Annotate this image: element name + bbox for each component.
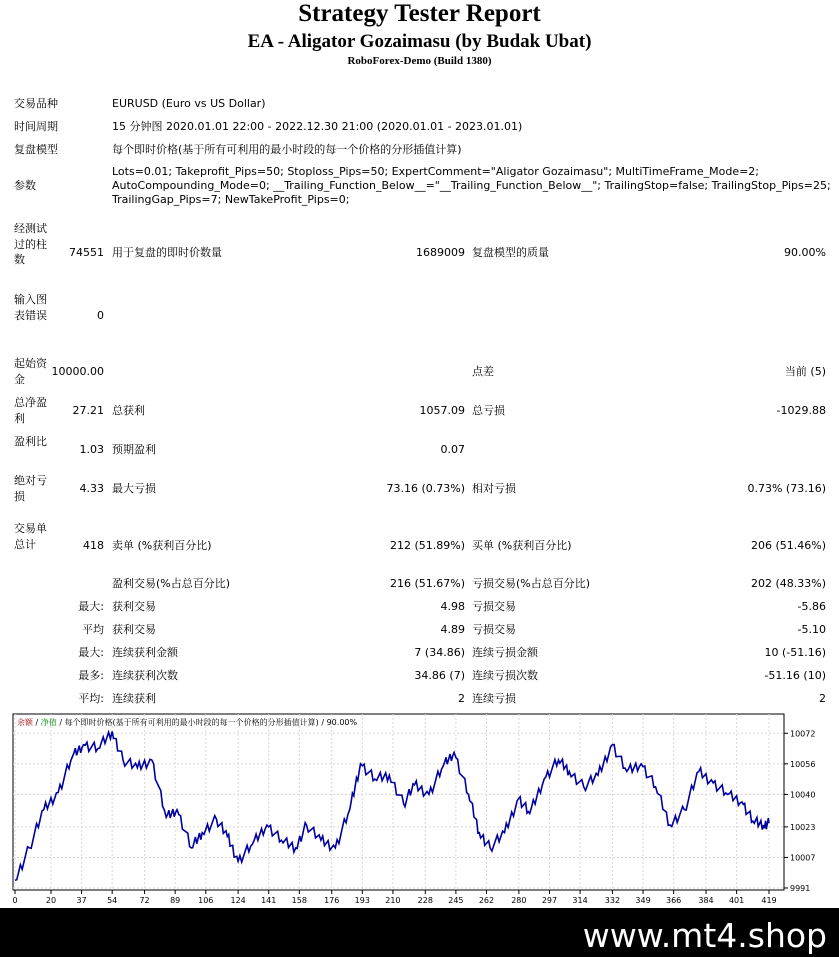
gross-profit-value: 1057.09 [419,404,465,417]
x-tick-label: 228 [417,896,433,905]
ticks-label: 用于复盘的即时价数量 [112,246,222,259]
model-value: 每个即时价格(基于所有可利用的最小时段的每一个价格的分形插值计算) [112,143,462,156]
mismatch-label: 输入图表错误 [14,293,47,322]
x-tick-label: 193 [354,896,370,905]
x-axis [12,890,776,905]
expected-payoff-value: 0.07 [440,443,465,456]
expected-payoff-label: 预期盈利 [112,443,156,456]
watermark-text: www.mt4.shop [582,916,827,955]
gross-loss-label: 总亏损 [472,404,505,417]
legend-model: 每个即时价格(基于所有可利用的最小时段的每一个价格的分形插值计算) [64,718,319,727]
total-trades-label: 交易单总计 [14,522,47,551]
params-value: Lots=0.01; Takeprofit_Pips=50; Stoploss_Pips=50; ExpertComment="Aligator Gozaimasu"; MultiTimeFrame_Mode=2; AutoCompounding_Mode=0; __Trailing_Function_Below__="__Trailing_Function_Below__"; TrailingStop=false; TrailingStop_Pips=25; TrailingGap_Pips=7; NewTakeProfit_Pips=0; [112,165,831,206]
most-consecutive-wins-value: 34.86 (7) [414,669,465,682]
server-build: RoboForex-Demo (Build 1380) [347,55,492,67]
x-tick-label: 141 [261,896,277,905]
loss-trades-value: 202 (48.33%) [750,577,826,590]
y-tick-label: 10040 [790,790,816,800]
total-trades-value: 418 [83,539,104,552]
average-consecutive-losses-value: 2 [819,692,826,705]
x-tick-label: 384 [698,896,714,905]
average-profit-value: 4.89 [440,623,465,636]
average-consecutive-label: 平均: [78,692,104,705]
x-tick-label: 419 [761,896,777,905]
bars-value: 74551 [69,246,104,259]
legend-sep-3: / [318,718,327,727]
period-value: 15 分钟图 2020.01.01 22:00 - 2022.12.30 21:00 (2020.01.01 - 2023.01.01) [112,120,523,133]
quality-label: 复盘模型的质量 [472,246,549,259]
largest-loss-value: -5.86 [797,600,826,613]
x-tick-label: 37 [76,896,87,905]
most-consecutive-losses-label: 连续亏损次数 [472,669,538,682]
deposit-label: 起始资金 [14,357,47,386]
model-label: 复盘模型 [14,143,58,156]
average-loss-value: -5.10 [797,623,826,636]
chart-legend [17,717,357,727]
x-tick-label: 176 [324,896,340,905]
report-title: Strategy Tester Report [298,0,541,27]
x-tick-label: 349 [635,896,651,905]
x-tick-label: 366 [665,896,682,905]
net-profit-label: 总净盈利 [14,396,47,425]
long-positions-label: 买单 (%获利百分比) [472,539,572,552]
legend-quality: 90.00% [326,718,358,727]
legend-equity: 净值 [40,718,57,727]
y-tick-label: 10007 [790,853,816,863]
watermark-bar [0,908,839,957]
y-tick-label: 10023 [790,822,816,832]
average-profit-label: 获利交易 [112,623,156,636]
x-tick-label: 262 [478,896,495,905]
profit-trades-value: 216 (51.67%) [389,577,465,590]
relative-drawdown-label: 相对亏损 [472,482,516,495]
short-positions-value: 212 (51.89%) [389,539,465,552]
absolute-drawdown-label: 绝对亏损 [14,474,47,503]
net-profit-value: 27.21 [72,404,104,417]
most-consecutive-wins-label: 连续获利次数 [112,669,178,682]
x-tick-label: 280 [511,896,527,905]
average-loss-label: 亏损交易 [472,623,516,636]
deposit-value: 10000.00 [51,365,104,378]
gross-profit-label: 总获利 [112,404,145,417]
x-tick-label: 210 [385,896,401,905]
x-tick-label: 20 [45,896,57,905]
profit-factor-value: 1.03 [79,443,104,456]
gross-loss-value: -1029.88 [776,404,826,417]
x-tick-label: 106 [198,896,214,905]
y-tick-label: 10072 [790,729,816,739]
max-drawdown-label: 最大亏损 [112,482,156,495]
ea-name: EA - Aligator Gozaimasu (by Budak Ubat) [247,31,592,52]
x-tick-label: 0 [12,896,18,905]
max-consecutive-label: 最大: [78,646,104,659]
balance-chart-svg [13,714,839,907]
largest-profit-value: 4.98 [440,600,465,613]
average-consecutive-wins-value: 2 [458,692,465,705]
max-consecutive-wins-value: 7 (34.86) [414,646,465,659]
params-label: 参数 [14,179,36,192]
largest-label: 最大: [78,600,104,613]
absolute-drawdown-value: 4.33 [79,482,104,495]
x-tick-label: 401 [728,896,745,905]
plot-area [13,714,784,890]
most-consecutive-losses-value: -51.16 (10) [764,669,826,682]
max-consecutive-losses-label: 连续亏损金额 [472,646,538,659]
most-consecutive-label: 最多: [78,669,104,682]
profit-trades-label: 盈利交易(%占总百分比) [112,577,231,590]
x-tick-label: 54 [107,896,118,905]
average-label: 平均 [82,623,104,636]
y-tick-label: 9991 [790,884,811,893]
x-tick-label: 297 [541,896,558,905]
ticks-value: 1689009 [416,246,465,259]
legend-sep-1: / [33,718,41,727]
symbol-value: EURUSD (Euro vs US Dollar) [112,97,266,110]
y-axis [784,729,815,893]
period-label: 时间周期 [14,120,58,133]
bars-label: 经测试过的柱数 [14,222,47,266]
max-drawdown-value: 73.16 (0.73%) [386,482,465,495]
relative-drawdown-value: 0.73% (73.16) [747,482,826,495]
max-consecutive-losses-value: 10 (-51.16) [764,646,826,659]
average-consecutive-losses-label: 连续亏损 [472,692,516,705]
profit-factor-label: 盈利比 [14,435,47,448]
loss-trades-label: 亏损交易(%占总百分比) [472,577,591,590]
x-tick-label: 332 [604,896,621,905]
symbol-label: 交易品种 [14,97,58,110]
x-tick-label: 245 [448,896,464,905]
mismatch-value: 0 [97,309,104,322]
legend-balance: 余额 [17,718,33,727]
spread-label: 点差 [472,365,494,378]
x-tick-label: 72 [139,896,150,905]
max-consecutive-wins-label: 连续获利金额 [112,646,178,659]
largest-loss-label: 亏损交易 [472,600,516,613]
average-consecutive-wins-label: 连续获利 [112,692,156,705]
quality-value: 90.00% [784,246,826,259]
long-positions-value: 206 (51.46%) [750,539,826,552]
x-tick-label: 89 [170,896,181,905]
x-tick-label: 158 [291,896,307,905]
y-tick-label: 10056 [790,759,816,769]
largest-profit-label: 获利交易 [112,600,156,613]
short-positions-label: 卖单 (%获利百分比) [112,539,212,552]
spread-value: 当前 (5) [784,365,826,378]
x-tick-label: 314 [572,896,588,905]
balance-chart [13,714,839,907]
x-tick-label: 124 [230,896,246,905]
legend-sep-2: / [56,718,65,727]
